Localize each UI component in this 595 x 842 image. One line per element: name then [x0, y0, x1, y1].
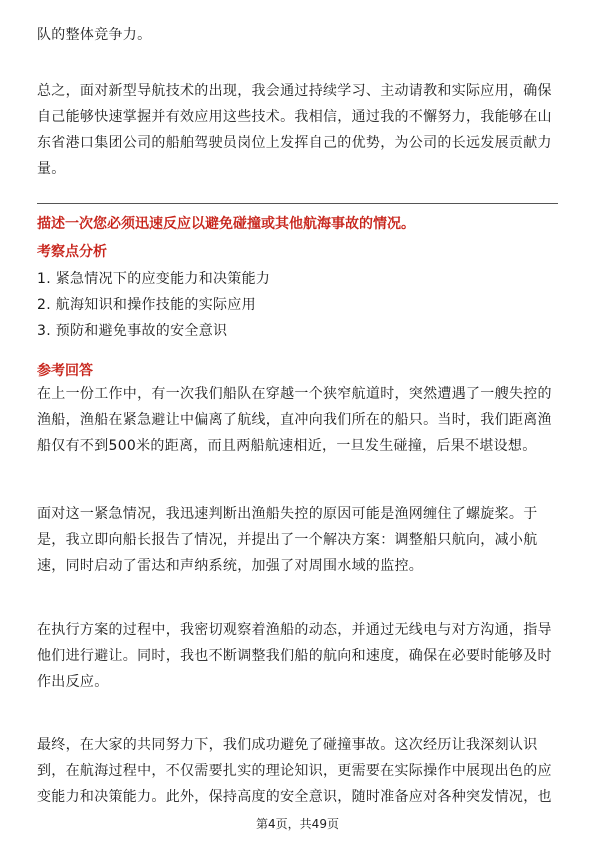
- analysis-heading: 考察点分析: [37, 244, 107, 260]
- question-section: [37, 213, 558, 235]
- question-title: 描述一次您必须迅速反应以避免碰撞或其他航海事故的情况。: [37, 216, 415, 232]
- section-divider: [37, 203, 558, 204]
- intro-tail-text: 队的整体竞争力。: [37, 27, 152, 43]
- summary-section: [37, 78, 558, 182]
- answer-text: 在上一份工作中，有一次我们船队在穿越一个狭窄航道时，突然遭遇了一艘失控的渔船，渔船在紧急避让中偏离了航线，直冲向我们所在的船只。当时，我们距离渔船仅有不到500米的距离，而且两船航速相近，一旦发生碰撞，后果不堪设想。: [37, 386, 552, 454]
- answer-paragraph-3: [37, 617, 558, 695]
- answer-text: 在执行方案的过程中，我密切观察着渔船的动态，并通过无线电与对方沟通，指导他们进行避让。同时，我也不断调整我们船的航向和速度，确保在必要时能够及时作出反应。: [37, 622, 552, 690]
- answer-section: [37, 361, 558, 381]
- answer-text: 面对这一紧急情况，我迅速判断出渔船失控的原因可能是渔网缠住了螺旋桨。于是，我立即向船长报告了情况，并提出了一个解决方案：调整船只航向，减小航速，同时启动了雷达和声纳系统，加强了对周围水域的监控。: [37, 506, 538, 574]
- summary-paragraph: 总之，面对新型导航技术的出现，我会通过持续学习、主动请教和实际应用，确保自己能够快速掌握并有效应用这些技术。我相信，通过我的不懈努力，我能够在山东省港口集团公司的船舶驾驶员岗位上发挥自己的优势，为公司的长远发展贡献力量。: [37, 83, 552, 177]
- answer-paragraph-1: [37, 381, 558, 459]
- analysis-point: 3. 预防和避免事故的安全意识: [37, 323, 228, 339]
- analysis-point: 2. 航海知识和操作技能的实际应用: [37, 297, 256, 313]
- analysis-list: [37, 266, 558, 344]
- page-footer: 第4页，共49页: [256, 817, 339, 831]
- answer-paragraph-4: [37, 732, 558, 810]
- answer-paragraph-2: [37, 501, 558, 579]
- answer-heading: 参考回答: [37, 363, 93, 379]
- analysis-point: 1. 紧急情况下的应变能力和决策能力: [37, 271, 271, 287]
- analysis-section: [37, 242, 558, 344]
- answer-text: 最终，在大家的共同努力下，我们成功避免了碰撞事故。这次经历让我深刻认识到，在航海过程中，不仅需要扎实的理论知识，更需要在实际操作中展现出色的应变能力和决策能力。此外，保持高度的安全意识，随时准备应对各种突发情况，也: [37, 737, 552, 805]
- intro-tail: [37, 22, 558, 48]
